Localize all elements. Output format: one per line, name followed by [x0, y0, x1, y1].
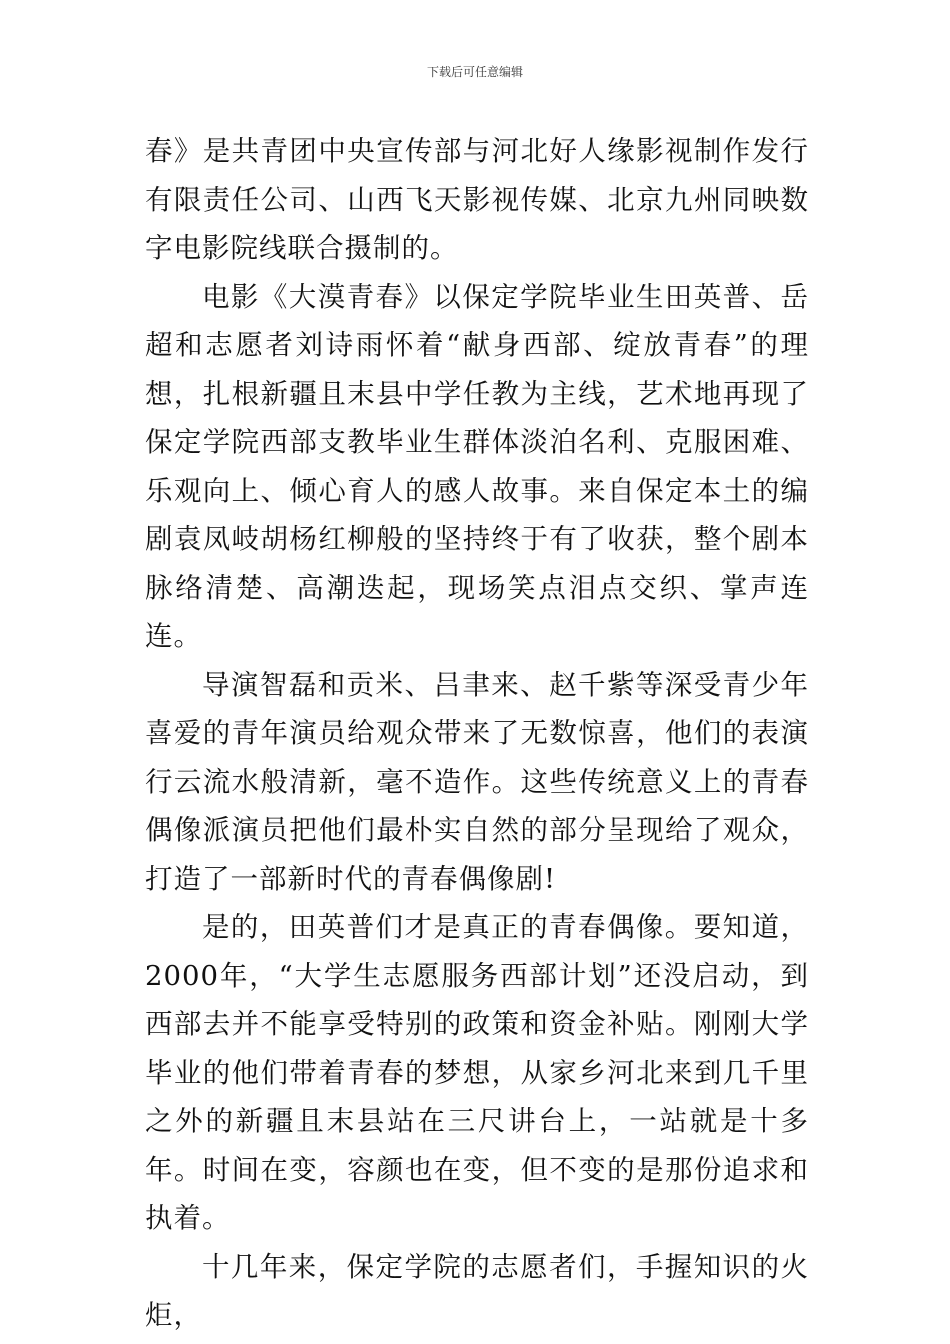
- paragraph-4: 是的，田英普们才是真正的青春偶像。要知道，2000年，“大学生志愿服务西部计划”还没启动，到西部去并不能享受特别的政策和资金补贴。刚刚大学毕业的他们带着青春的梦想，从家乡河北来到几千里之外的新疆且末县站在三尺讲台上，一站就是十多年。时间在变，容颜也在变，但不变的是那份追求和执着。: [145, 911, 809, 1234]
- body-text: [145, 127, 809, 1340]
- paragraph-5: 十几年来，保定学院的志愿者们，手握知识的火炬，: [145, 1250, 809, 1331]
- page-header: 下载后可任意编辑: [426, 65, 523, 79]
- paragraph-1: 春》是共青团中央宣传部与河北好人缘影视制作发行有限责任公司、山西飞天影视传媒、北京九州同映数字电影院线联合摄制的。: [145, 135, 809, 264]
- paragraph-2: 电影《大漠青春》以保定学院毕业生田英普、岳超和志愿者刘诗雨怀着“献身西部、绽放青春”的理想，扎根新疆且末县中学任教为主线，艺术地再现了保定学院西部支教毕业生群体淡泊名利、克服困难、乐观向上、倾心育人的感人故事。来自保定本土的编剧袁凤岐胡杨红柳般的坚持终于有了收获，整个剧本脉络清楚、高潮迭起，现场笑点泪点交织、掌声连连。: [145, 280, 809, 652]
- paragraph-3: 导演智磊和贡米、吕聿来、赵千紫等深受青少年喜爱的青年演员给观众带来了无数惊喜，他们的表演行云流水般清新，毫不造作。这些传统意义上的青春偶像派演员把他们最朴实自然的部分呈现给了观众，打造了一部新时代的青春偶像剧!: [145, 668, 809, 895]
